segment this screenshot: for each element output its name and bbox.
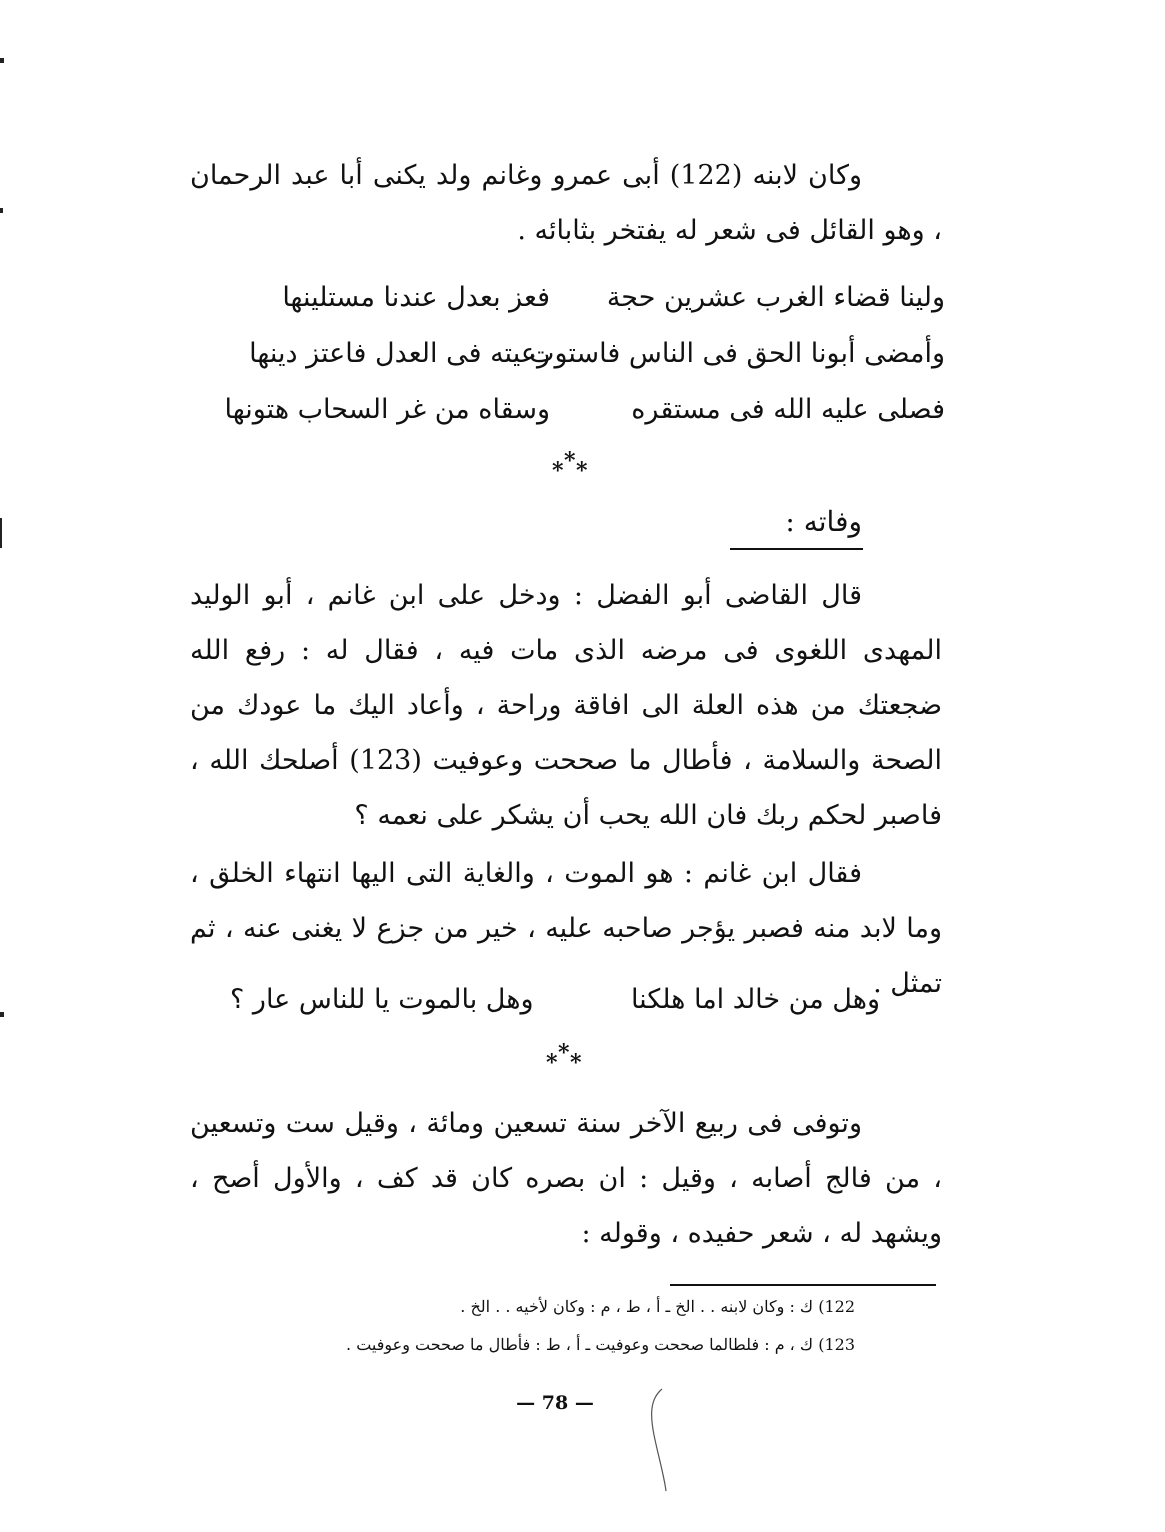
paragraph-reply: فقال ابن غانم : هو الموت ، والغاية التى اليها انتهاء الخلق ، وما لابد منه فصبر يؤجر صاحبه عليه ، خير من جزع لا يغنى عنه ، ثم تمثل . xyxy=(190,858,942,999)
paragraph-death-visit: قال القاضى أبو الفضل : ودخل على ابن غانم ، أبو الوليد المهدى اللغوى فى مرضه الذى مات فيه ، فقال له : رفع الله ضجعتك من هذه العلة الى افاقة وراحة ، وأعاد اليك ما عودك من الصحة والسلامة ، فأطال ما صححت وعوفيت (123) أصلحك الله ، فاصبر لحكم ربك فان الله يحب أن يشكر على نعمه ؟ xyxy=(190,580,943,831)
verse-first-hemistich: ولينا قضاء الغرب عشرين حجة xyxy=(606,282,945,313)
quoted-verse xyxy=(230,972,900,1028)
poem-verse xyxy=(190,326,945,382)
paragraph-death-date: وتوفى فى ربيع الآخر سنة تسعين ومائة ، وقيل ست وتسعين ، من فالج أصابه ، وقيل : ان بصره كان قد كف ، والأول أصح ، ويشهد له ، شعر حفيده ، وقوله : xyxy=(190,1108,942,1249)
verse-second-hemistich: وسقاه من غر السحاب هتونها xyxy=(224,394,550,425)
page-number: — 78 — xyxy=(516,1392,594,1414)
asterism-separator: * * * xyxy=(546,1040,582,1076)
scan-speck xyxy=(0,208,3,213)
scan-speck xyxy=(0,58,4,63)
section-heading: وفاته : xyxy=(785,505,862,538)
verse-second-hemistich: رعيته فى العدل فاعتز دينها xyxy=(249,338,550,369)
footnote-rule xyxy=(670,1284,936,1286)
scan-speck xyxy=(0,518,2,548)
verse-first-hemistich: وأمضى أبونا الحق فى الناس فاستوت xyxy=(529,338,945,369)
verse-second-hemistich: وهل بالموت يا للناس عار ؟ xyxy=(230,984,534,1015)
footnote-123: 123) ك ، م : فلطالما صححت وعوفيت ـ أ ، ط : فأطال ما صححت وعوفيت . xyxy=(346,1335,855,1354)
poem-verse xyxy=(190,270,945,326)
scan-speck xyxy=(0,1012,4,1017)
footnote-122: 122) ك : وكان لابنه . . الخ ـ أ ، ط ، م : وكان لأخيه . . الخ . xyxy=(460,1297,855,1316)
heading-underline xyxy=(730,548,863,550)
verse-second-hemistich: فعز بعدل عندنا مستلينها xyxy=(282,282,550,313)
poem-verse xyxy=(190,382,945,438)
paragraph-intro: وكان لابنه (122) أبى عمرو وغانم ولد يكنى أبا عبد الرحمان ، وهو القائل فى شعر له يفتخر بثابائه . xyxy=(190,160,942,246)
pencil-mark-icon xyxy=(640,1385,680,1495)
asterism-separator: * * * xyxy=(552,448,588,484)
verse-first-hemistich: فصلى عليه الله فى مستقره xyxy=(631,394,945,425)
verse-first-hemistich: وهل من خالد اما هلكنا xyxy=(630,984,880,1015)
